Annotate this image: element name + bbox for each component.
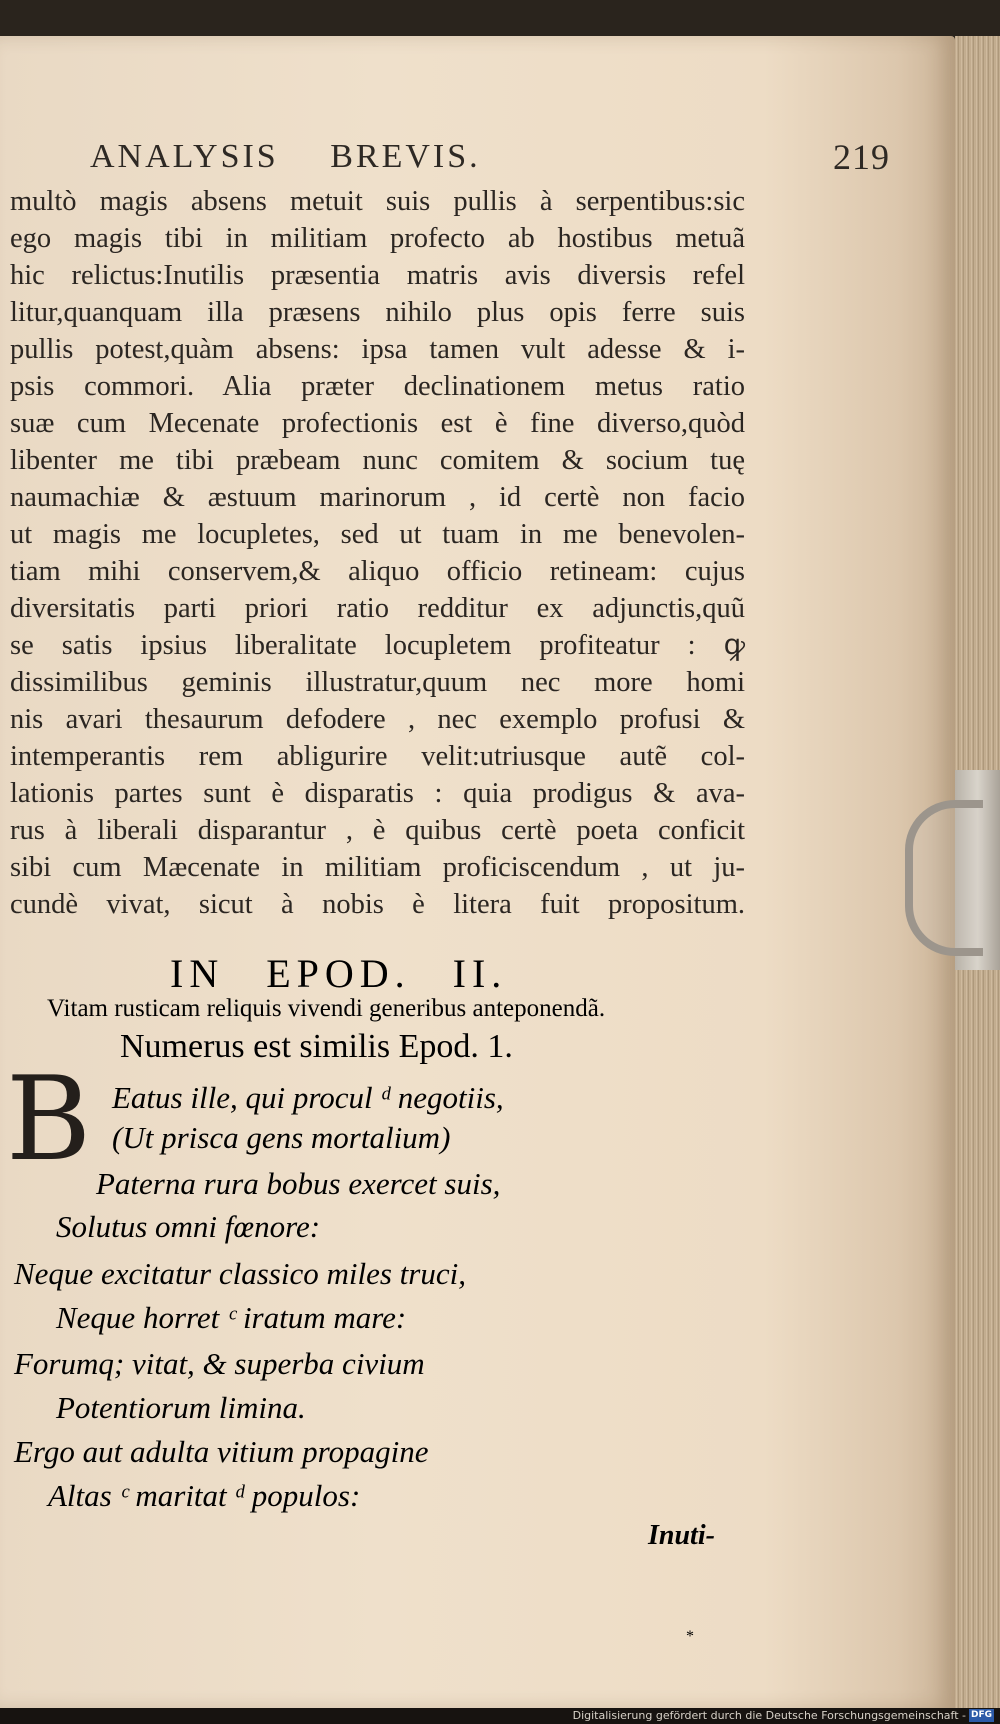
text-line: pullis potest,quàm absens: ipsa tamen vult adesse & i- — [10, 334, 745, 365]
text-line: ego magis tibi in militiam profecto ab hostibus metuã — [10, 223, 745, 254]
verse-line: (Ut prisca gens mortalium) — [112, 1120, 451, 1155]
verse-line: Neque horret ᶜ iratum mare: — [56, 1300, 407, 1335]
verse-line: Altas ᶜ maritat ᵈ populos: — [48, 1478, 361, 1513]
catchword: Inuti- — [648, 1520, 715, 1551]
digitization-credit: Digitalisierung gefördert durch die Deutsche Forschungsgemeinschaft - — [572, 1709, 966, 1722]
text-line: diversitatis parti priori ratio redditur ex adjunctis,quũ — [10, 593, 745, 624]
text-line: nis avari thesaurum defodere , nec exemplo profusi & — [10, 704, 745, 735]
verse-line: Eatus ille, qui procul ᵈ negotiis, — [112, 1080, 504, 1115]
text-line: lationis partes sunt è disparatis : quia prodigus & ava- — [10, 778, 745, 809]
page-number: 219 — [833, 137, 890, 177]
text-line: rus à liberali disparantur , è quibus certè poeta conficit — [10, 815, 745, 846]
text-line: hic relictus:Inutilis præsentia matris avis diversis refel — [10, 260, 745, 291]
page-clip — [905, 800, 983, 956]
text-line: sibi cum Mæcenate in militiam proficiscendum , ut ju- — [10, 852, 745, 883]
text-line: tiam mihi conservem,& aliquo officio retineam: cujus — [10, 556, 745, 587]
section-heading: IN EPOD. II. — [170, 951, 508, 996]
running-head-title: ANALYSIS BREVIS. — [90, 138, 481, 175]
verse-line: Paterna rura bobus exercet suis, — [96, 1166, 501, 1201]
text-line: suæ cum Mecenate profectionis est è fine diverso,quòd — [10, 408, 745, 439]
text-line: libenter me tibi præbeam nunc comitem & socium tuę — [10, 445, 745, 476]
text-line: psis commori. Alia præter declinationem metus ratio — [10, 371, 745, 402]
running-head — [90, 138, 890, 178]
verse-line: Solutus omni fœnore: — [56, 1209, 321, 1244]
signature-mark: * — [686, 1628, 694, 1645]
verse-line: Forumq; vitat, & superba civium — [14, 1346, 425, 1381]
text-line: ut magis me locupletes, sed ut tuam in me benevolen- — [10, 519, 745, 550]
text-line: naumachiæ & æstuum marinorum , id certè non facio — [10, 482, 745, 513]
section-argument: Vitam rusticam reliquis vivendi generibus anteponendã. — [47, 995, 606, 1022]
text-line: intemperantis rem abligurire velit:utriusque autẽ col- — [10, 741, 745, 772]
commentary-paragraph — [10, 183, 745, 923]
dfg-logo: DFG — [970, 1710, 992, 1720]
text-line: cundè vivat, sicut à nobis è litera fuit propositum. — [10, 889, 745, 920]
verse-line: Ergo aut adulta vitium propagine — [14, 1434, 429, 1469]
text-line: dissimilibus geminis illustratur,quum nec more homi — [10, 667, 745, 698]
text-line: se satis ipsius liberalitate locupletem profiteatur : ꝙ — [10, 630, 745, 661]
text-line: litur,quanquam illa præsens nihilo plus opis ferre suis — [10, 297, 745, 328]
verse-line: Neque excitatur classico miles truci, — [14, 1256, 466, 1291]
verse-line: Potentiorum limina. — [56, 1390, 306, 1425]
text-line: multò magis absens metuit suis pullis à serpentibus:sic — [10, 186, 745, 217]
drop-cap-initial: B — [6, 1052, 92, 1187]
meter-note: Numerus est similis Epod. 1. — [120, 1028, 513, 1065]
